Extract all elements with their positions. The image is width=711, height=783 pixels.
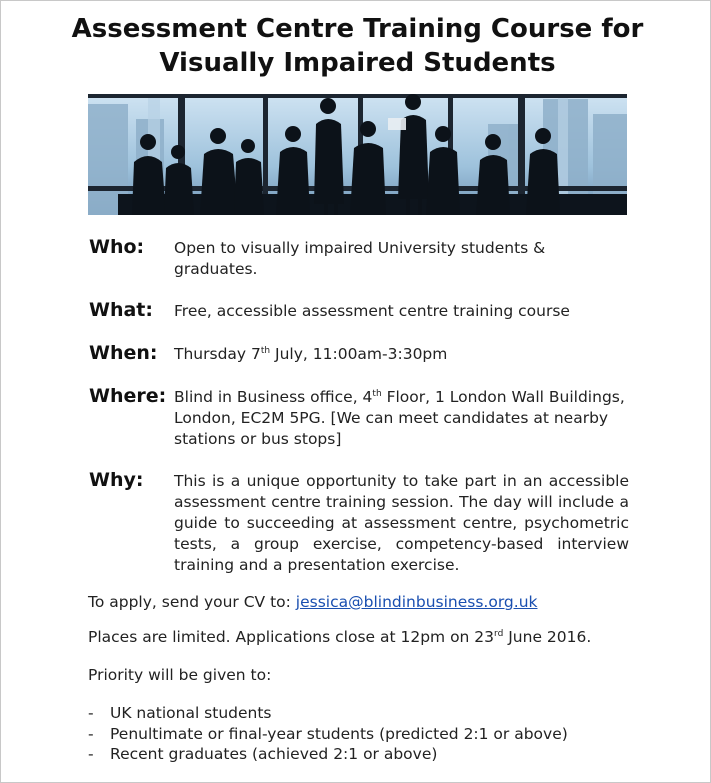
who-text: Open to visually impaired University students & graduates. <box>174 239 546 278</box>
dash-bullet: - <box>88 745 94 763</box>
page-title <box>40 12 675 80</box>
title-line-1: Assessment Centre Training Course for <box>71 14 644 44</box>
meeting-silhouette-image <box>88 94 627 215</box>
list-item: - UK national students <box>88 704 272 722</box>
places-paragraph: Places are limited. Applications close at 12pm on 23rd June 2016. <box>88 628 592 646</box>
title-line-2: Visually Impaired Students <box>159 48 556 78</box>
what-label: What: <box>89 299 153 321</box>
dash-bullet: - <box>88 724 94 743</box>
email-link[interactable]: jessica@blindinbusiness.org.uk <box>295 593 538 611</box>
why-text: This is a unique opportunity to take part in an accessible assessment centre training session. The day will include a guide to succeeding at assessment centre, psychometric tests, a group exercise, competency-based interview training and a presentation exercise. <box>174 472 629 574</box>
where-label: Where: <box>89 385 167 407</box>
apply-paragraph: To apply, send your CV to: jessica@blindinbusiness.org.uk <box>88 593 538 611</box>
who-label: Who: <box>89 236 145 258</box>
when-text: Thursday 7th July, 11:00am-3:30pm <box>174 345 448 363</box>
where-text: Blind in Business office, 4th Floor, 1 London Wall Buildings, London, EC2M 5PG. [We can meet candidates at nearby stations or bus stops] <box>174 388 625 448</box>
when-label: When: <box>89 342 158 364</box>
dash-bullet: - <box>88 704 94 722</box>
list-item: - Penultimate or final-year students (predicted 2:1 or above) <box>88 724 568 743</box>
priority-heading: Priority will be given to: <box>88 666 272 684</box>
why-label: Why: <box>89 469 144 491</box>
list-item: - Recent graduates (achieved 2:1 or above) <box>88 745 438 763</box>
priority-list <box>88 703 648 765</box>
what-text: Free, accessible assessment centre training course <box>174 302 570 320</box>
